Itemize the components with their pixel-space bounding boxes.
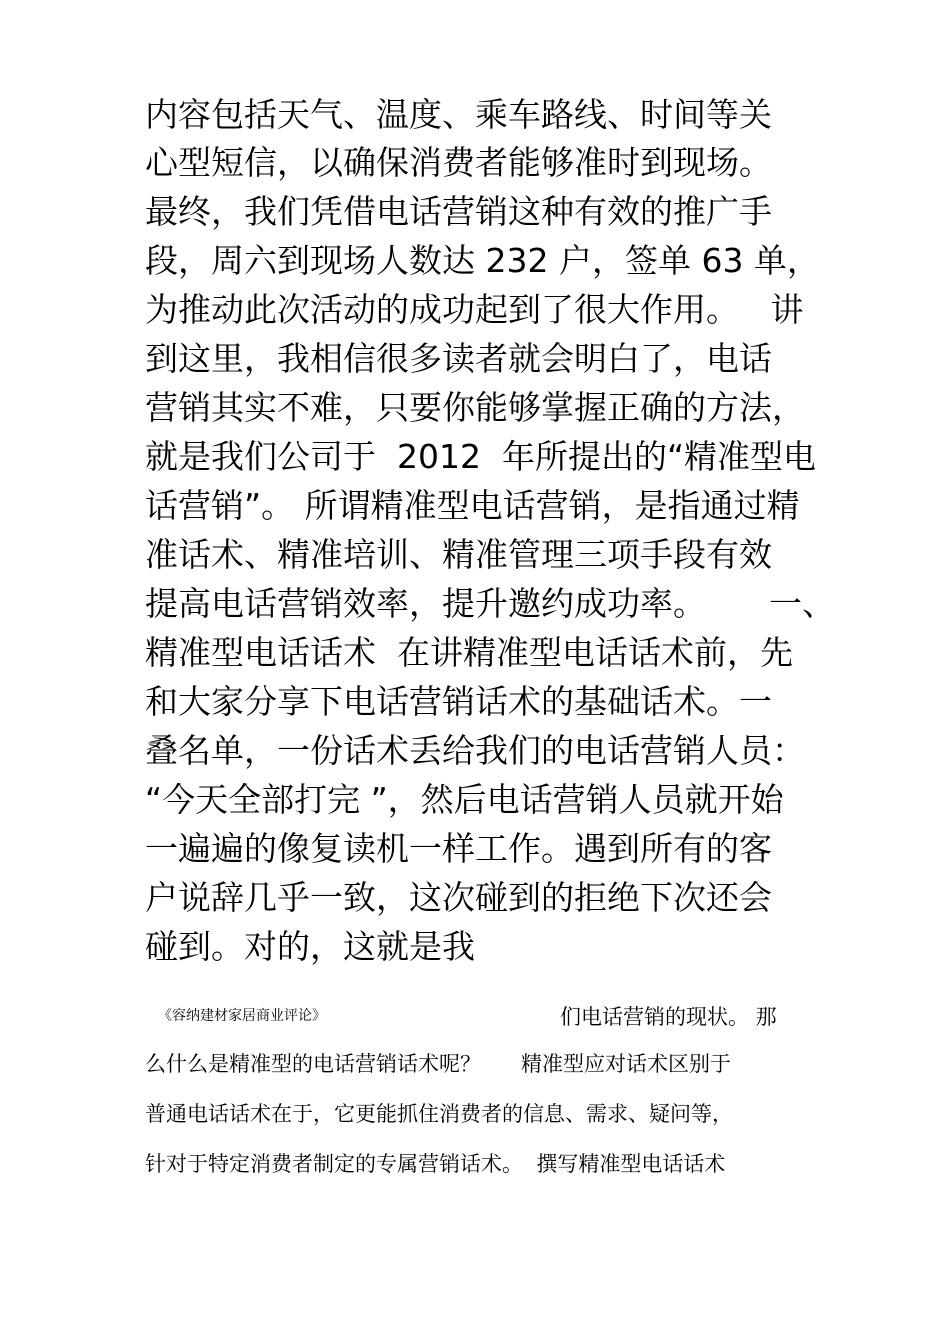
body-line-14: 叠名单，一份话术丢给我们的电话营销人员： xyxy=(145,731,805,770)
body-line-9: 话营销”。 所谓精准型电话营销，是指通过精 xyxy=(145,486,800,525)
body-line-7: 营销其实不难，只要你能够掌握正确的方法， xyxy=(145,388,805,427)
small-body-line-3: 针对于特定消费者制定的专属营销话术。 撰写精准型电话话术 xyxy=(145,1152,726,1176)
body-line-16: 一遍遍的像复读机一样工作。遇到所有的客 xyxy=(145,829,772,868)
body-line-4: 段，周六到现场人数达 232 户，签单 63 单， xyxy=(145,241,820,280)
body-line-17: 户说辞几乎一致，这次碰到的拒绝下次还会 xyxy=(145,878,772,917)
footer-continuation-text: 们电话营销的现状。 那 xyxy=(560,1005,777,1029)
body-line-5: 为推动此次活动的成功起到了很大作用。 讲 xyxy=(145,290,804,329)
body-line-2: 心型短信，以确保消费者能够准时到现场。 xyxy=(145,143,772,182)
body-line-11: 提高电话营销效率，提升邀约成功率。 一、 xyxy=(145,584,835,623)
body-line-3: 最终，我们凭借电话营销这种有效的推广手 xyxy=(145,192,772,231)
small-body-line-2: 普通电话话术在于，它更能抓住消费者的信息、需求、疑问等， xyxy=(145,1102,733,1126)
body-line-15: “今天全部打完 ”，然后电话营销人员就开始 xyxy=(145,780,784,819)
body-line-13: 和大家分享下电话营销话术的基础话术。一 xyxy=(145,682,772,721)
small-body-line-1: 么什么是精准型的电话营销话术呢？ 精准型应对话术区别于 xyxy=(145,1052,732,1076)
body-line-18: 碰到。对的，这就是我 xyxy=(145,927,475,966)
body-line-8: 就是我们公司于 2012 年所提出的“精准型电 xyxy=(145,437,817,476)
body-line-10: 准话术、精准培训、精准管理三项手段有效 xyxy=(145,535,772,574)
source-footnote: 《容纳建材家居商业评论》 xyxy=(158,1008,326,1024)
body-line-12: 精准型电话话术 在讲精准型电话话术前，先 xyxy=(145,633,793,672)
body-line-1: 内容包括天气、温度、乘车路线、时间等关 xyxy=(145,95,772,134)
body-line-6: 到这里，我相信很多读者就会明白了，电话 xyxy=(145,339,772,378)
